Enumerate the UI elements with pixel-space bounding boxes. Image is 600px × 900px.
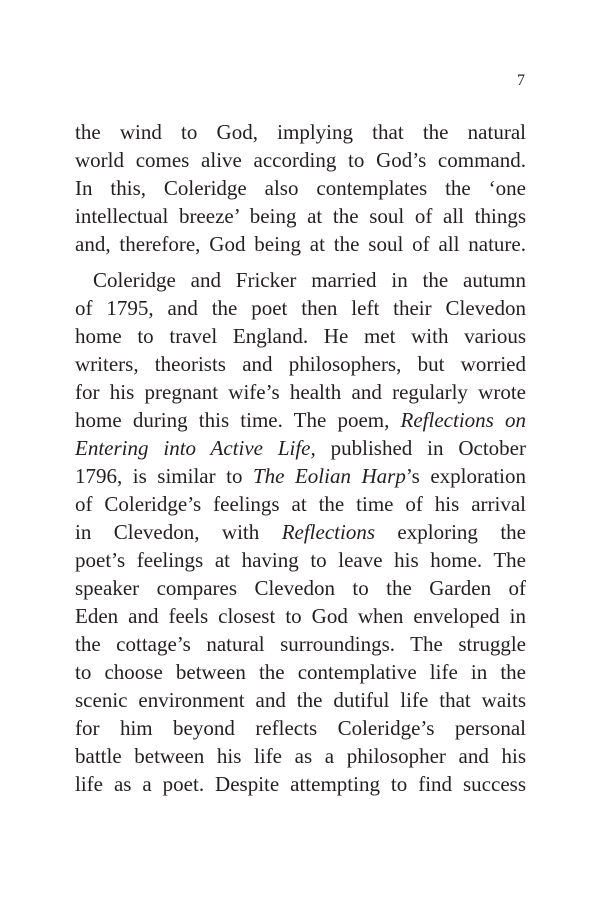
page-number: 7 — [517, 72, 525, 89]
text-run: writers, theorists and philosophers, but worried — [75, 352, 526, 376]
text-line — [75, 434, 526, 462]
text-run: ’s exploration — [405, 464, 526, 488]
text-line — [75, 378, 526, 406]
text-run: in Clevedon, with — [75, 520, 282, 544]
text-line — [75, 294, 526, 322]
text-line — [75, 574, 526, 602]
body-text — [75, 118, 526, 798]
text-run: Coleridge and Fricker married in the autumn — [93, 268, 526, 292]
text-line — [75, 490, 526, 518]
text-line — [75, 714, 526, 742]
text-run: exploring the — [375, 520, 526, 544]
text-line — [75, 770, 526, 798]
text-line — [75, 630, 526, 658]
text-run: scenic environment and the dutiful life that waits — [75, 688, 526, 712]
text-line — [75, 658, 526, 686]
text-run: of Coleridge’s feelings at the time of his arrival — [75, 492, 526, 516]
text-line — [75, 230, 526, 258]
text-line — [75, 546, 526, 574]
text-run: for him beyond reflects Coleridge’s personal — [75, 716, 526, 740]
text-run: battle between his life as a philosopher and his — [75, 744, 526, 768]
text-run: intellectual breeze’ being at the soul of all things — [75, 204, 526, 228]
italic-title: Reflections on — [400, 408, 526, 432]
text-run: world comes alive according to God’s command. — [75, 148, 526, 172]
text-run: the cottage’s natural surroundings. The struggle — [75, 632, 526, 656]
italic-title: Entering into Active Life, — [75, 436, 316, 460]
text-run: life as a poet. Despite attempting to find success — [75, 772, 526, 796]
text-run: Eden and feels closest to God when enveloped in — [75, 604, 526, 628]
text-run: speaker compares Clevedon to the Garden of — [75, 576, 526, 600]
text-run: 1796, is similar to — [75, 464, 253, 488]
text-run: home during this time. The poem, — [75, 408, 401, 432]
text-line — [75, 742, 526, 770]
text-line — [75, 146, 526, 174]
text-run: the wind to God, implying that the natural — [75, 120, 526, 144]
text-run: and, therefore, God being at the soul of all nature. — [75, 232, 526, 256]
text-line — [75, 118, 526, 146]
text-line — [75, 202, 526, 230]
text-line — [75, 686, 526, 714]
text-run: home to travel England. He met with various — [75, 324, 526, 348]
paragraph — [75, 266, 526, 798]
italic-title: The Eolian Harp — [252, 464, 406, 488]
text-line — [75, 350, 526, 378]
text-run: to choose between the contemplative life in the — [75, 660, 526, 684]
text-run: for his pregnant wife’s health and regularly wrote — [75, 380, 526, 404]
paragraph — [75, 118, 526, 258]
text-run: poet’s feelings at having to leave his home. The — [75, 548, 526, 572]
text-line — [75, 462, 526, 490]
text-line — [75, 518, 526, 546]
text-line — [75, 266, 526, 294]
text-run: In this, Coleridge also contemplates the ‘one — [75, 176, 526, 200]
text-line — [75, 322, 526, 350]
text-line — [75, 602, 526, 630]
text-line — [75, 174, 526, 202]
text-run: of 1795, and the poet then left their Clevedon — [75, 296, 526, 320]
italic-title: Reflections — [281, 520, 375, 544]
text-line — [75, 406, 526, 434]
text-run: published in October — [315, 436, 526, 460]
